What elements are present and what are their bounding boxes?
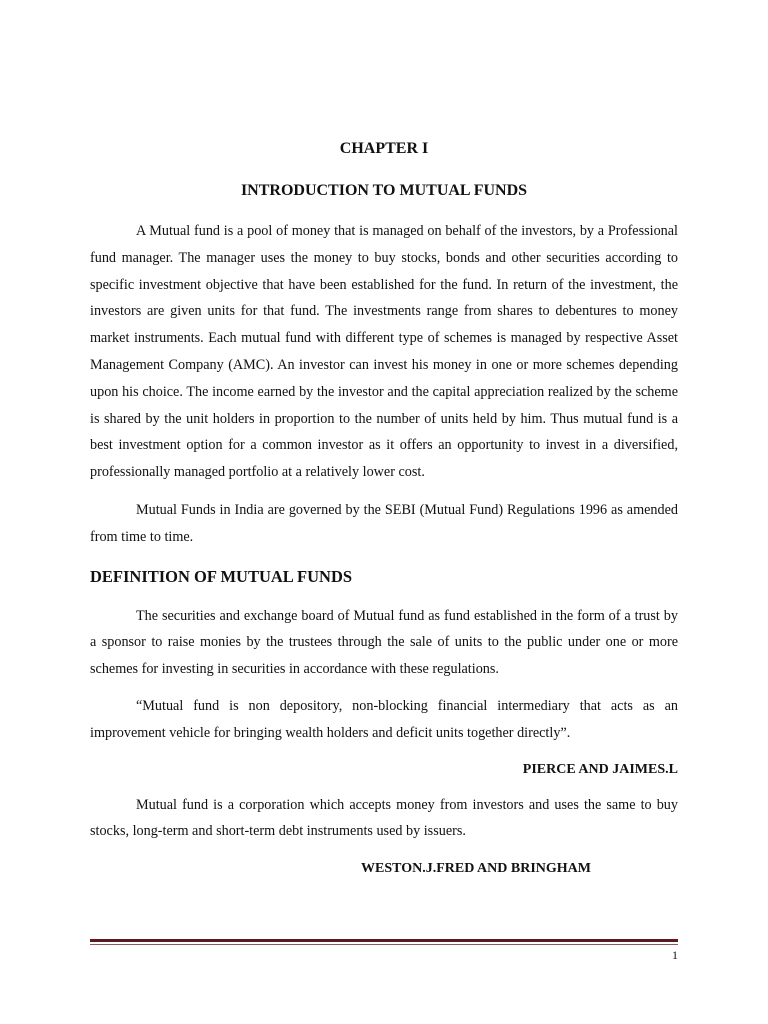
quote-paragraph: “Mutual fund is non depository, non-blocking financial intermediary that acts as an improvement vehicle for bringing wealth holders and deficit units together directly”. [90,697,678,741]
footer-rule [90,939,678,942]
attribution-weston: WESTON.J.FRED AND BRINGHAM [361,861,591,877]
chapter-heading: CHAPTER I [339,140,429,157]
chapter-title: INTRODUCTION TO MUTUAL FUNDS [240,182,528,199]
definition-paragraph: The securities and exchange board of Mutual fund as fund established in the form of a trust by a sponsor to raise monies by the trustees through the sale of units to the public under one or more schemes for investing in securities in accordance with these regulations. [90,607,678,678]
sebi-paragraph: Mutual Funds in India are governed by the SEBI (Mutual Fund) Regulations 1996 as amended from time to time. [90,501,678,545]
page-content [90,128,678,881]
section-heading-definition: DEFINITION OF MUTUAL FUNDS [90,566,353,586]
footer-rule-thin [90,944,678,945]
page-number: 1 [672,948,678,962]
attribution-pierce: PIERCE AND JAIMES.L [522,761,678,777]
corporation-paragraph: Mutual fund is a corporation which accepts money from investors and uses the same to buy stocks, long-term and short-term debt instruments used by issuers. [90,796,678,840]
intro-paragraph: A Mutual fund is a pool of money that is managed on behalf of the investors, by a Professional fund manager. The manager uses the money to buy stocks, bonds and other securities according to specific investment objective that have been established for the fund. In return of the investment, the investors are given units for that fund. The investments range from shares to debentures to money market instruments. Each mutual fund with different type of schemes is managed by respective Asset Management Company (AMC). An investor can invest his money in one or more schemes depending upon his choice. The income earned by the investor and the capital appreciation realized by the scheme is shared by the unit holders in proportion to the number of units held by him. Thus mutual fund is a best investment option for a common investor as it offers an opportunity to invest in a diversified, professionally managed portfolio at a relatively lower cost. [90,223,678,481]
